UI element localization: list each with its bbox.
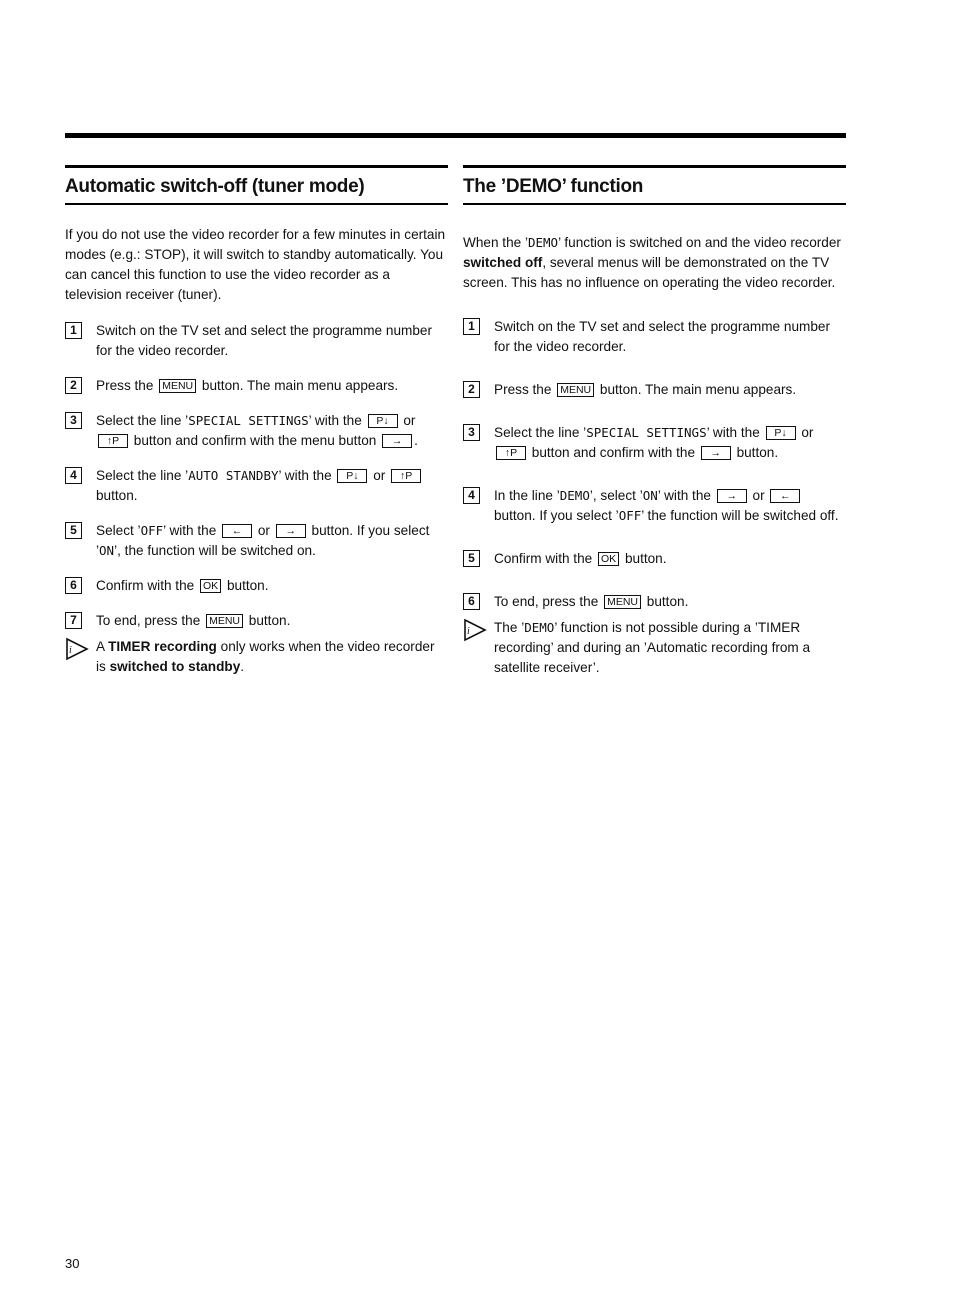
step-number: 6 [65,577,82,594]
ok-key-icon: OK [598,552,619,566]
info-triangle-icon [65,637,89,661]
intro-paragraph: If you do not use the video recorder for a few minutes in certain modes (e.g.: STOP), it will switch to standby automatically. You can cancel this function to use the video recorder as a television receiver (tuner). [65,227,446,302]
intro-paragraph: When the ’DEMO’ function is switched on and the video recorder switched off, several menus will be demonstrated on the TV screen. This has no influence on operating the video recorder. [463,235,841,290]
menu-key-icon: MENU [557,383,594,397]
info-triangle-icon [463,618,487,642]
p-down-key-icon: P↓ [368,414,398,428]
step-3: 3 Select the line ’SPECIAL SETTINGS’ with the P↓ or ↑P button and confirm with the menu button → . [65,411,448,451]
screen-text: SPECIAL SETTINGS [586,425,707,440]
right-arrow-key-icon: → [276,524,306,538]
right-column [463,165,846,678]
step-number: 2 [463,381,480,398]
left-arrow-key-icon: ← [222,524,252,538]
step-number: 7 [65,612,82,629]
step-4: 4 In the line ’DEMO’, select ’ON’ with the → or ← button. If you select ’OFF’ the function will be switched off. [463,486,846,526]
right-arrow-key-icon: → [382,434,412,448]
step-5: 5 Select ’OFF’ with the ← or → button. If you select ’ON’, the function will be switched on. [65,521,448,561]
screen-text: ON [99,543,115,558]
page-number: 30 [65,1256,80,1271]
menu-key-icon: MENU [159,379,196,393]
left-arrow-key-icon: ← [770,489,800,503]
screen-text: OFF [140,523,164,538]
step-5: 5 Confirm with the OK button. [463,549,846,569]
step-number: 2 [65,377,82,394]
step-number: 6 [463,593,480,610]
screen-text: SPECIAL SETTINGS [188,413,309,428]
section-title-auto-switch-off: Automatic switch-off (tuner mode) [65,165,448,205]
step-2: 2 Press the MENU button. The main menu appears. [463,380,846,400]
step-number: 1 [65,322,82,339]
step-4: 4 Select the line ’AUTO STANDBY’ with the P↓ or ↑P button. [65,466,448,506]
p-up-key-icon: ↑P [391,469,421,483]
p-up-key-icon: ↑P [98,434,128,448]
step-number: 4 [65,467,82,484]
note-demo-limitations: i The ’DEMO’ function is not possible during a ’TIMER recording’ and during an ’Automatic recording from a satellite receiver’. [463,618,846,678]
section-title-demo: The ’DEMO’ function [463,165,846,205]
screen-text: OFF [618,508,642,523]
step-1: 1 Switch on the TV set and select the programme number for the video recorder. [463,317,846,357]
screen-text: AUTO STANDBY [188,468,279,483]
note-timer-recording: i A TIMER recording only works when the video recorder is switched to standby. [65,637,448,677]
step-number: 3 [463,424,480,441]
right-arrow-key-icon: → [701,446,731,460]
top-rule [65,133,846,138]
right-arrow-key-icon: → [717,489,747,503]
step-number: 5 [65,522,82,539]
step-number: 4 [463,487,480,504]
screen-text: DEMO [524,620,555,635]
p-down-key-icon: P↓ [766,426,796,440]
step-number: 5 [463,550,480,567]
p-down-key-icon: P↓ [337,469,367,483]
step-1: 1 Switch on the TV set and select the programme number for the video recorder. [65,321,448,361]
svg-text:i: i [69,645,72,656]
step-6: 6 Confirm with the OK button. [65,576,448,596]
ok-key-icon: OK [200,579,221,593]
left-column [65,165,448,677]
step-7: 7 To end, press the MENU button. [65,611,448,631]
screen-text: DEMO [527,235,559,250]
menu-key-icon: MENU [604,595,641,609]
svg-text:i: i [467,626,470,637]
step-number: 3 [65,412,82,429]
step-3: 3 Select the line ’SPECIAL SETTINGS’ with the P↓ or ↑P button and confirm with the → button. [463,423,846,463]
step-6: 6 To end, press the MENU button. [463,592,846,612]
step-2: 2 Press the MENU button. The main menu appears. [65,376,448,396]
menu-key-icon: MENU [206,614,243,628]
p-up-key-icon: ↑P [496,446,526,460]
step-number: 1 [463,318,480,335]
screen-text: ON [642,488,658,503]
screen-text: DEMO [559,488,590,503]
